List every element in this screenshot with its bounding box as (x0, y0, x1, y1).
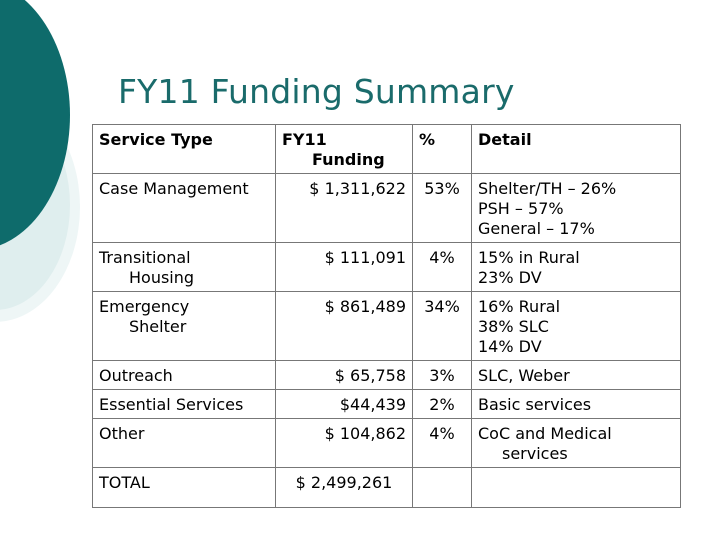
detail-line: services (502, 444, 568, 463)
percent-cell: 53% (413, 174, 472, 243)
service-cell (93, 174, 276, 243)
header-service-type: Service Type (93, 125, 276, 174)
detail-line: 23% DV (478, 268, 542, 287)
table-row (93, 419, 681, 468)
detail-line: 15% in Rural (478, 248, 580, 267)
percent-cell: 3% (413, 361, 472, 390)
detail-line: SLC, Weber (478, 366, 570, 385)
service-cell (93, 390, 276, 419)
service-cell (93, 243, 276, 292)
table-row (93, 292, 681, 361)
detail-cell (472, 243, 681, 292)
service-cell (93, 292, 276, 361)
percent-cell: 4% (413, 419, 472, 468)
detail-line: 14% DV (478, 337, 542, 356)
table-header-row (93, 125, 681, 174)
table-row (93, 361, 681, 390)
percent-cell: 2% (413, 390, 472, 419)
detail-cell (472, 468, 681, 508)
service-line: Emergency (99, 297, 190, 316)
funding-cell: $ 1,311,622 (276, 174, 413, 243)
header-detail: Detail (472, 125, 681, 174)
service-cell (93, 468, 276, 508)
funding-cell: $ 861,489 (276, 292, 413, 361)
service-line: Other (99, 424, 145, 443)
funding-cell: $ 2,499,261 (276, 468, 413, 508)
funding-cell: $44,439 (276, 390, 413, 419)
table-row (93, 390, 681, 419)
service-line: Transitional (99, 248, 191, 267)
table-row (93, 174, 681, 243)
detail-line: PSH – 57% (478, 199, 564, 218)
service-line: Shelter (129, 317, 187, 336)
header-funding (276, 125, 413, 174)
detail-line: Shelter/TH – 26% (478, 179, 617, 198)
service-cell (93, 419, 276, 468)
funding-cell: $ 104,862 (276, 419, 413, 468)
service-line: Housing (129, 268, 195, 287)
funding-cell: $ 65,758 (276, 361, 413, 390)
header-funding-line1: FY11 (282, 130, 327, 149)
service-line: Outreach (99, 366, 173, 385)
service-line: Case Management (99, 179, 249, 198)
percent-cell: 34% (413, 292, 472, 361)
service-line: TOTAL (99, 473, 150, 492)
detail-line: 16% Rural (478, 297, 561, 316)
funding-summary-table (92, 124, 681, 508)
service-cell (93, 361, 276, 390)
detail-cell (472, 174, 681, 243)
funding-cell: $ 111,091 (276, 243, 413, 292)
detail-cell (472, 361, 681, 390)
detail-line: 38% SLC (478, 317, 549, 336)
service-line: Essential Services (99, 395, 244, 414)
table-row (93, 243, 681, 292)
page-title: FY11 Funding Summary (118, 72, 515, 111)
table-row-total (93, 468, 681, 508)
header-funding-line2: Funding (312, 150, 385, 169)
header-percent: % (413, 125, 472, 174)
detail-cell (472, 419, 681, 468)
detail-line: General – 17% (478, 219, 595, 238)
detail-cell (472, 292, 681, 361)
detail-line: CoC and Medical (478, 424, 612, 443)
detail-line: Basic services (478, 395, 592, 414)
percent-cell: 4% (413, 243, 472, 292)
percent-cell (413, 468, 472, 508)
detail-cell (472, 390, 681, 419)
